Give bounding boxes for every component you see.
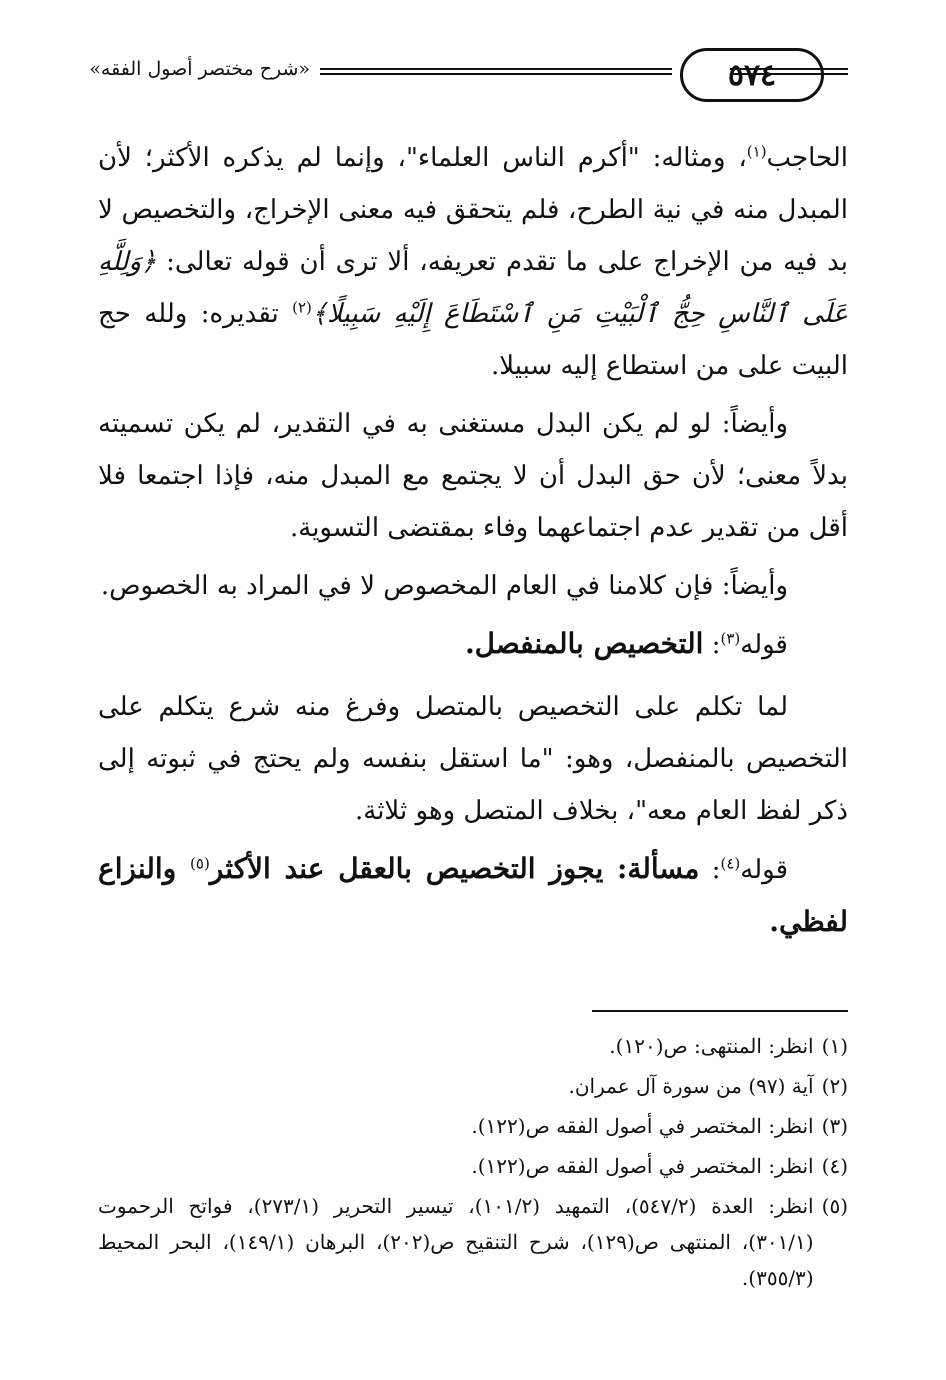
page-header — [89, 42, 848, 108]
paragraph-4: لما تكلم على التخصيص بالمتصل وفرغ منه شرع يتكلم على التخصيص بالمنفصل، وهو: "ما استقل بنفسه ولم يحتج في ثبوته إلى ذكر لفظ العام معه"، بخلاف المتصل وهو ثلاثة. — [98, 692, 848, 826]
footnote-number: (٥) — [821, 1194, 848, 1218]
footnote-number: (١) — [821, 1034, 848, 1058]
footnote-number: (٤) — [821, 1154, 848, 1178]
footnote-1 — [98, 1026, 848, 1066]
footnote-text: انظر: المختصر في أصول الفقه ص(١٢٢). — [471, 1154, 814, 1178]
footnote-text: انظر: العدة (٥٤٧/٢)، التمهيد (١٠١/٢)، تيسير التحرير (٢٧٣/١)، فواتح الرحموت (٣٠١/١)، المنتهى ص(١٢٩)، شرح التنقيح ص(٢٠٢)، البرهان (١٤٩/١)، البحر المحيط (٣٥٥/٣). — [98, 1194, 814, 1290]
footnote-5 — [98, 1186, 848, 1296]
heading-colon: : — [699, 855, 721, 885]
footnote-ref-2: (٢) — [292, 298, 312, 317]
footnote-2 — [98, 1066, 848, 1106]
heading-title-cont: والنزاع لفظي. — [98, 852, 848, 938]
page-number: ٥٧٤ — [680, 48, 824, 102]
paragraph-2: وأيضاً: لو لم يكن البدل مستغنى به في التقدير، لم يكن تسميته بدلاً معنى؛ لأن حق البدل أن لا يجتمع مع المبدل منه، فإذا اجتمعا فلا أقل من تقدير عدم اجتماعهما وفاء بمقتضى التسوية. — [98, 409, 848, 543]
footnote-ref-1: (١) — [746, 142, 767, 161]
paragraph-3: وأيضاً: فإن كلامنا في العام المخصوص لا في المراد به الخصوص. — [100, 571, 788, 601]
heading-prefix: قوله — [740, 630, 788, 660]
text-segment: تقديره: ولله حج البيت على من استطاع إليه سبيلا. — [98, 299, 848, 381]
header-rule-left — [320, 68, 672, 80]
heading-title: التخصيص بالمنفصل. — [464, 627, 704, 660]
heading-colon: : — [703, 630, 721, 660]
running-title: «شرح مختصر أصول الفقه» — [89, 58, 310, 80]
footnote-text: انظر: المنتهى: ص(١٢٠). — [609, 1034, 814, 1058]
footnote-ref-3: (٣) — [720, 629, 741, 648]
footnote-4 — [98, 1146, 848, 1186]
footnote-number: (٣) — [821, 1114, 848, 1138]
heading-prefix: قوله — [740, 855, 789, 885]
text-segment: الحاجب — [766, 143, 848, 173]
footnote-text: آية (٩٧) من سورة آل عمران. — [568, 1074, 814, 1098]
paragraph-1 — [98, 132, 848, 392]
footnote-3 — [98, 1106, 848, 1146]
section-heading-2 — [98, 843, 848, 949]
quran-verse: ﴿وَلِلَّهِ عَلَى ٱلنَّاسِ حِجُّ ٱلْبَيْتِ مَنِ ٱسْتَطَاعَ إِلَيْهِ سَبِيلًا﴾ — [98, 247, 848, 329]
footnote-separator — [592, 1010, 848, 1012]
main-text — [98, 132, 848, 959]
footnote-ref-5: (٥) — [190, 854, 210, 873]
section-heading-1 — [98, 618, 848, 671]
footnotes — [98, 1026, 848, 1296]
footnote-text: انظر: المختصر في أصول الفقه ص(١٢٢). — [471, 1114, 814, 1138]
text-segment: ، ومثاله: "أكرم الناس العلماء"، وإنما لم يذكره الأكثر؛ لأن المبدل منه في نية الطرح، فلم يتحقق فيه معنى الإخراج، والتخصيص لا بد فيه من الإخراج على ما تقدم تعريفه، ألا ترى أن قوله تعالى: — [98, 143, 848, 277]
footnote-ref-4: (٤) — [720, 854, 741, 873]
footnote-number: (٢) — [821, 1074, 848, 1098]
heading-title: مسألة: يجوز التخصيص بالعقل عند الأكثر — [209, 852, 700, 885]
